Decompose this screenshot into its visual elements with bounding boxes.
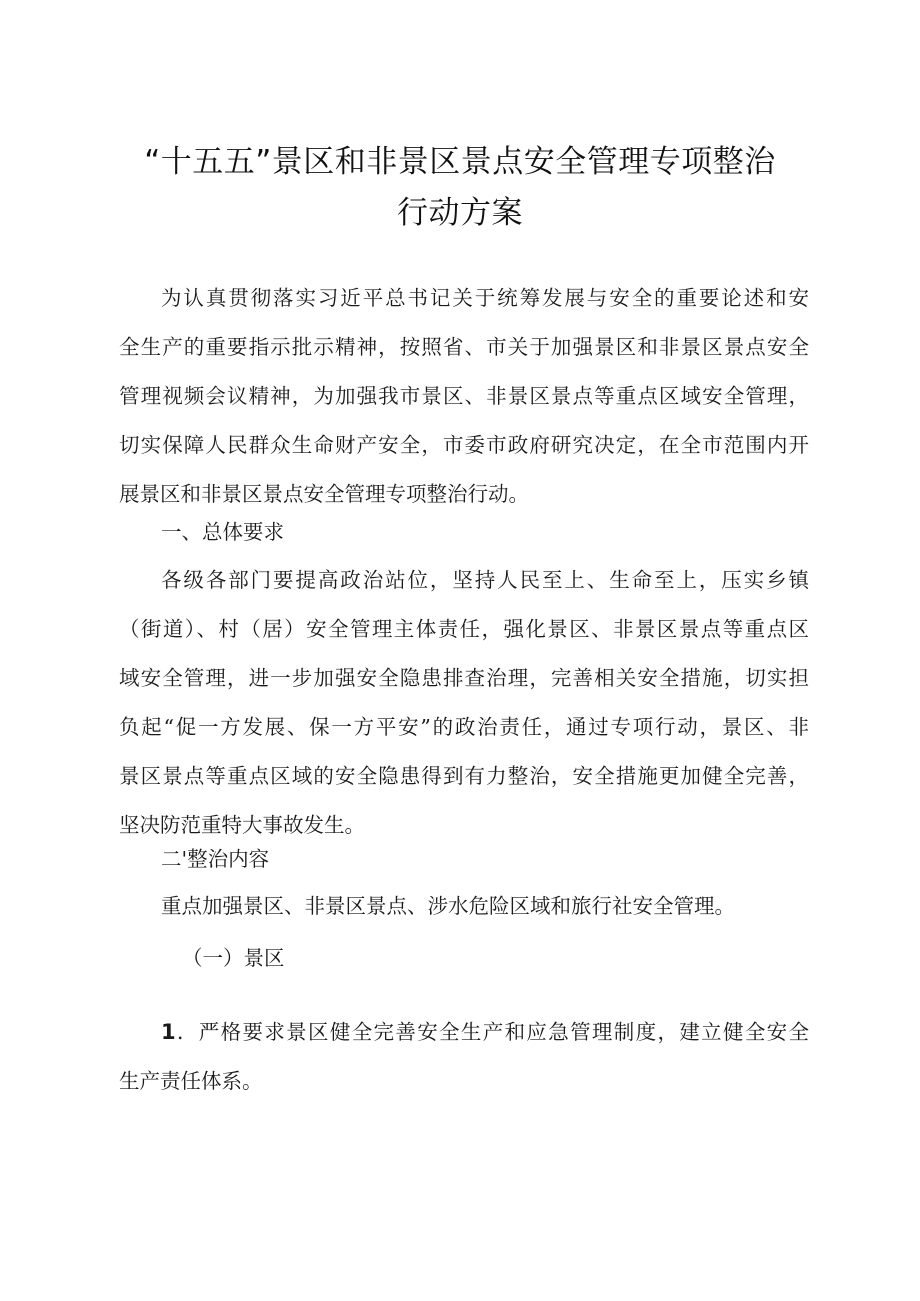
paragraph-line: 全生产的重要指示批示精神，按照省、市关于加强景区和非景区景点安全: [119, 335, 809, 359]
paragraph-line: 为认真贯彻落实习近平总书记关于统筹发展与安全的重要论述和安: [161, 286, 809, 310]
document-title-line-2: 行动方案: [397, 195, 523, 231]
paragraph-line: （街道）、村（居）安全管理主体责任，强化景区、非景区景点等重点区: [119, 617, 809, 641]
item1-paragraph: [119, 1008, 809, 1106]
paragraph-line: 景区景点等重点区域的安全隐患得到有力整治，安全措施更加健全完善，: [119, 764, 809, 788]
section1-paragraph: [119, 556, 809, 850]
section2-paragraph-line: 重点加强景区、非景区景点、涉水危险区域和旅行社安全管理。: [161, 894, 735, 918]
paragraph-line: 管理视频会议精神，为加强我市景区、非景区景点等重点区域安全管理，: [119, 384, 809, 408]
section-heading-rectification-content: 二'整治内容: [161, 847, 270, 871]
paragraph-line: 负起“促一方发展、保一方平安”的政治责任，通过专项行动，景区、非: [119, 715, 809, 739]
paragraph-line: 各级各部门要提高政治站位，坚持人民至上、生命至上，压实乡镇: [161, 568, 809, 592]
item-text: ．严格要求景区健全完善安全生产和应急管理制度，建立健全安全: [175, 1020, 809, 1044]
paragraph-line: 展景区和非景区景点安全管理专项整治行动。: [119, 482, 529, 506]
document-title-line-1: “十五五”景区和非景区景点安全管理专项整治: [144, 144, 776, 180]
section-heading-general-requirements: 一、总体要求: [161, 520, 284, 544]
paragraph-line: 生产责任体系。: [119, 1069, 263, 1093]
paragraph-line: 切实保障人民群众生命财产安全，市委市政府研究决定，在全市范围内开: [119, 433, 809, 457]
subsection-heading-scenic-areas: （一）景区: [182, 946, 285, 970]
paragraph-line: 域安全管理，进一步加强安全隐患排查治理，完善相关安全措施，切实担: [119, 666, 809, 690]
item-number: 1: [161, 1020, 176, 1044]
paragraph-line: 坚决防范重特大事故发生。: [119, 813, 365, 837]
paragraph-line: [119, 1008, 809, 1057]
intro-paragraph: [119, 274, 809, 519]
